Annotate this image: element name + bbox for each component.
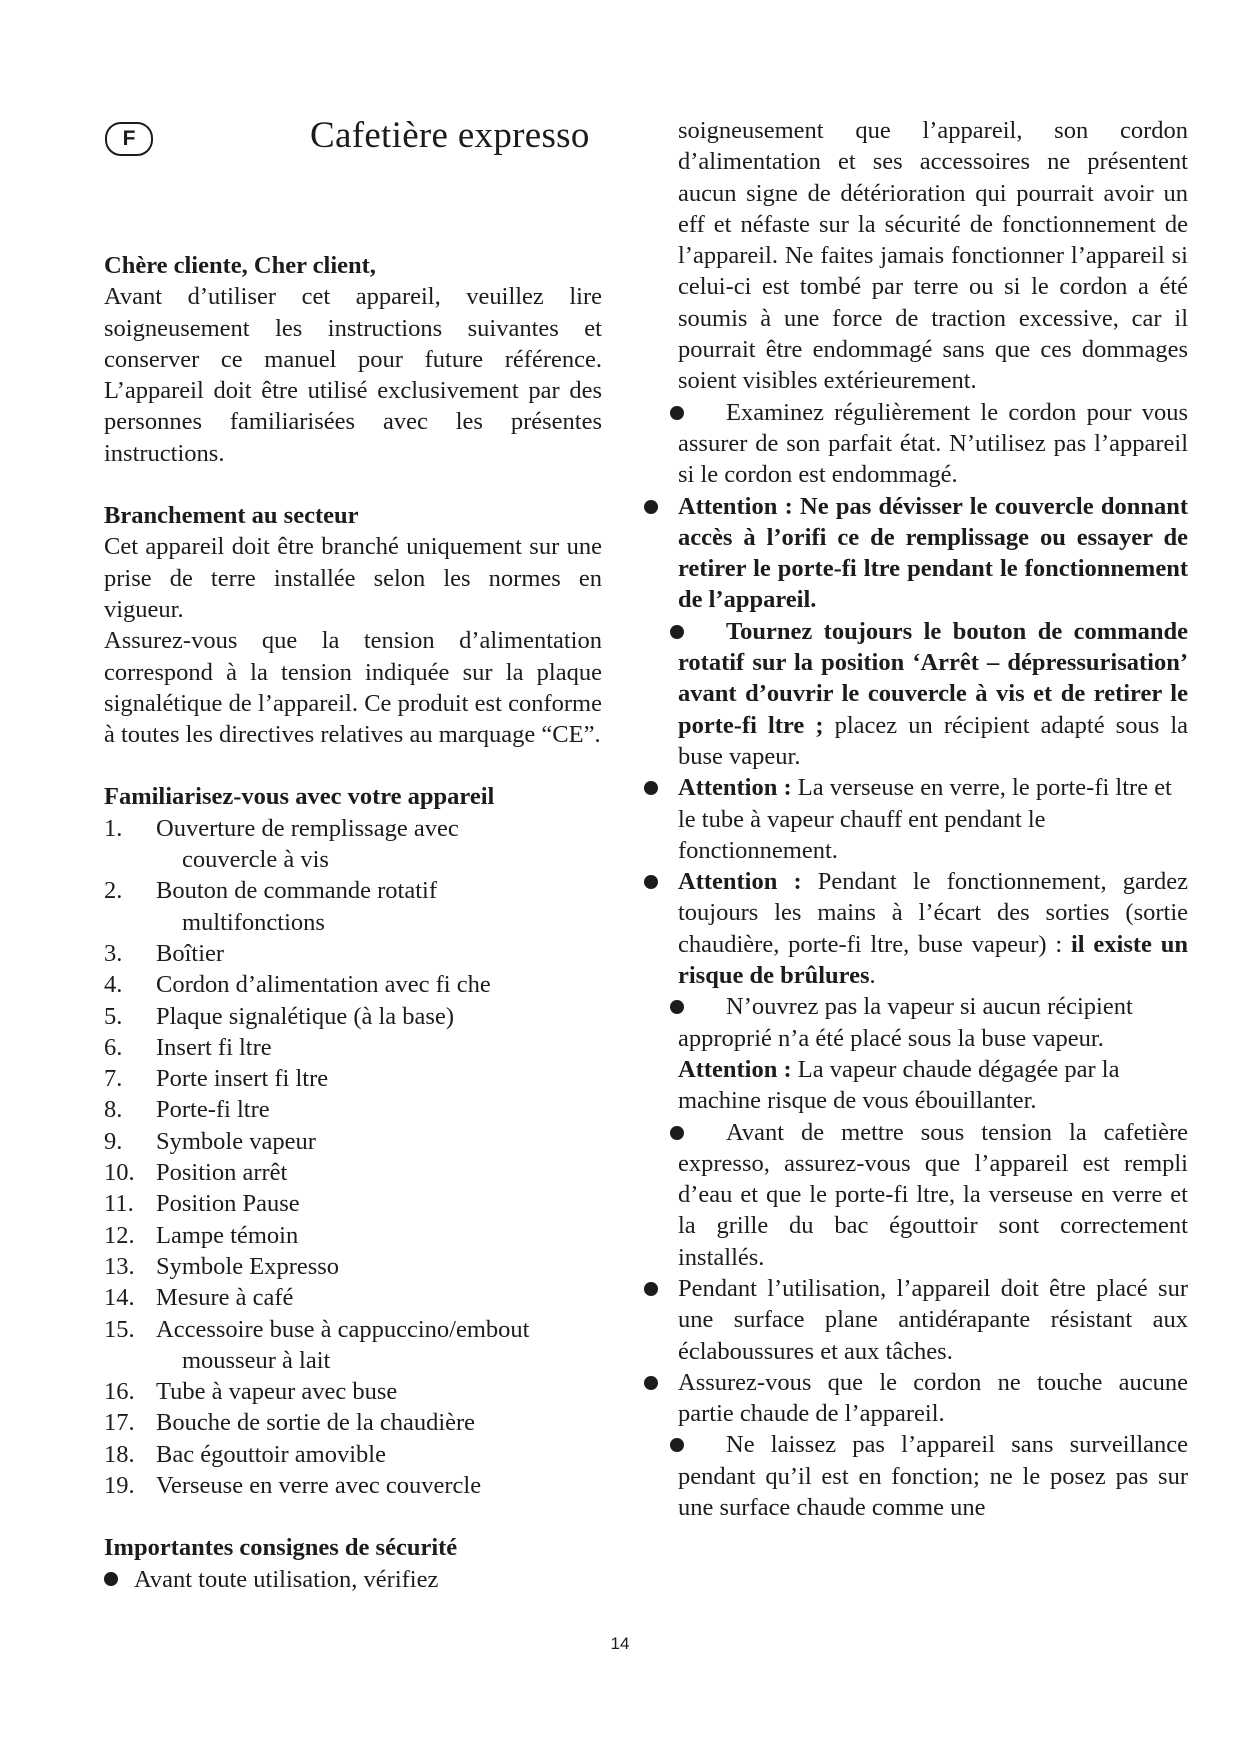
parts-item-number: 1. <box>104 814 123 842</box>
parts-item-label: Bouche de sortie de la chaudière <box>156 1409 476 1437</box>
bullet-icon <box>670 406 684 420</box>
parts-item-number: 8. <box>104 1096 123 1124</box>
safety-bullet-10: Assurez-vous que le cordon ne touche aucune partie chaude de l’appareil. <box>678 1367 1188 1430</box>
parts-item-number: 14. <box>104 1284 135 1312</box>
parts-list-item <box>104 938 602 969</box>
parts-item-label: Symbole Expresso <box>156 1252 340 1280</box>
parts-item-label: Bac égouttoir amovible <box>156 1440 386 1468</box>
parts-item-number: 3. <box>104 939 123 967</box>
parts-list-item <box>104 1439 602 1470</box>
bullet-icon <box>644 875 658 889</box>
parts-item-number: 19. <box>104 1471 135 1499</box>
safety-bullet-6: Attention : Pendant le fonctionnement, gardez toujours les mains à l’écart des sorties (sortie chaudière, porte-fi ltre, buse vapeur) : il existe un risque de brûlures. <box>678 866 1188 991</box>
parts-list-item <box>104 1470 602 1501</box>
language-badge: F <box>105 122 153 156</box>
parts-item-number: 2. <box>104 877 123 905</box>
parts-item-label: Position arrêt <box>156 1159 288 1187</box>
safety-heading: Importantes consignes de sécurité <box>104 1534 458 1562</box>
safety-bullet-11: Ne laissez pas l’appareil sans surveillance pendant qu’il est en fonction; ne le posez pas sur une surface chaude comme une <box>678 1429 1188 1523</box>
bullet-icon <box>670 1126 684 1140</box>
parts-item-label: Accessoire buse à cappuccino/embout <box>156 1315 530 1343</box>
page-title: Cafetière expresso <box>310 115 590 156</box>
safety-bullet-5: Attention : La verseuse en verre, le porte-fi ltre et le tube à vapeur chauff ent pendant le fonctionnement. <box>678 772 1188 866</box>
page-number: 14 <box>610 1634 630 1653</box>
parts-item-label: Verseuse en verre avec couvercle <box>156 1471 482 1499</box>
parts-list-item <box>104 813 602 876</box>
parts-item-number: 10. <box>104 1159 135 1187</box>
parts-list-item <box>104 1001 602 1032</box>
bullet-icon <box>670 1000 684 1014</box>
parts-item-number: 11. <box>104 1190 134 1218</box>
mains-paragraph-1: Cet appareil doit être branché uniquement sur une prise de terre installée selon les normes en vigueur. <box>104 533 602 623</box>
parts-item-label: Porte-fi ltre <box>156 1096 270 1124</box>
safety-bullet-7-attention: Attention : La vapeur chaude dégagée par la machine risque de vous ébouillanter. <box>678 1055 1120 1115</box>
safety-bullet-1-cont: soigneusement que l’appareil, son cordon d’alimentation et ses accessoires ne présentent aucun signe de détérioration qui pourrait avoir un eff et néfaste sur la sécurité de fonctionnement de l’appareil. Ne faites jamais fonctionner l’appareil si celui-ci est tombé par terre ou si le cordon a été soumis à une force de traction excessive, car il pourrait être endommagé sans que ces dommages soient visibles extérieurement. <box>678 117 1188 395</box>
right-column <box>678 115 1188 1523</box>
parts-item-label: Porte insert fi ltre <box>156 1065 329 1093</box>
safety-bullet-1-start: Avant toute utilisation, vérifiez <box>104 1564 602 1595</box>
parts-heading: Familiarisez-vous avec votre appareil <box>104 783 495 811</box>
parts-item-number: 13. <box>104 1252 135 1280</box>
safety-bullet-3: Attention : Ne pas dévisser le couvercle donnant accès à l’orifi ce de remplissage ou essayer de retirer le porte-fi ltre pendant le fonctionnement de l’appareil. <box>678 491 1188 616</box>
safety-bullet-8: Avant de mettre sous tension la cafetière expresso, assurez-vous que l’appareil est rempli d’eau et que le porte-fi ltre, la verseuse en verre et la grille du bac égouttoir sont correctement installés. <box>678 1117 1188 1273</box>
parts-list-item <box>104 1063 602 1094</box>
safety-bullet-4: Tournez toujours le bouton de commande rotatif sur la position ‘Arrêt – dépressurisation’ avant d’ouvrir le couvercle à vis et de retirer le porte-fi ltre ; placez un récipient adapté sous la buse vapeur. <box>678 616 1188 772</box>
intro-heading: Chère cliente, Cher client, <box>104 252 376 279</box>
parts-item-label: Symbole vapeur <box>156 1127 316 1155</box>
parts-item-label: Boîtier <box>156 939 225 967</box>
parts-item-number: 18. <box>104 1440 135 1468</box>
parts-item-label: Bouton de commande rotatif <box>156 877 437 905</box>
parts-item-label: Position Pause <box>156 1190 300 1218</box>
parts-item-number: 7. <box>104 1065 123 1093</box>
parts-list-item <box>104 1220 602 1251</box>
parts-item-number: 12. <box>104 1221 135 1249</box>
parts-item-number: 17. <box>104 1409 135 1437</box>
bullet-icon <box>670 1438 684 1452</box>
bullet-icon <box>644 1282 658 1296</box>
parts-item-label: Lampe témoin <box>156 1221 299 1249</box>
parts-list-item <box>104 1407 602 1438</box>
parts-item-number: 16. <box>104 1378 135 1406</box>
parts-list-item <box>104 1314 602 1377</box>
mains-paragraph-2: Assurez-vous que la tension d’alimentation correspond à la tension indiquée sur la plaque signalétique de l’appareil. Ce produit est conforme à toutes les directives relatives au marquage “CE”. <box>104 627 602 749</box>
parts-list-item <box>104 1251 602 1282</box>
parts-item-number: 4. <box>104 971 123 999</box>
parts-item-number: 9. <box>104 1127 123 1155</box>
parts-list-item <box>104 875 602 938</box>
parts-item-continuation: multifonctions <box>182 908 325 936</box>
parts-list-item <box>104 1376 602 1407</box>
parts-item-label: Cordon d’alimentation avec fi che <box>156 971 491 999</box>
parts-list-item <box>104 969 602 1000</box>
left-column <box>104 250 602 1595</box>
safety-bullet-9: Pendant l’utilisation, l’appareil doit être placé sur une surface plane antidérapante résistant aux éclaboussures et aux tâches. <box>678 1273 1188 1367</box>
bullet-icon <box>644 500 658 514</box>
parts-item-continuation: couvercle à vis <box>182 846 329 874</box>
parts-list-item <box>104 1188 602 1219</box>
safety-bullet-7: N’ouvrez pas la vapeur si aucun récipient approprié n’a été placé sous la buse vapeur. Attention : La vapeur chaude dégagée par la machine risque de vous ébouillanter. <box>678 991 1188 1116</box>
parts-item-number: 15. <box>104 1315 135 1343</box>
parts-item-label: Plaque signalétique (à la base) <box>156 1002 454 1030</box>
parts-list-item <box>104 1126 602 1157</box>
bullet-icon <box>644 1376 658 1390</box>
parts-item-number: 6. <box>104 1033 123 1061</box>
parts-item-label: Ouverture de remplissage avec <box>156 814 459 842</box>
bullet-icon <box>670 625 684 639</box>
parts-list-item <box>104 1032 602 1063</box>
bullet-icon <box>644 781 658 795</box>
parts-item-number: 5. <box>104 1002 123 1030</box>
parts-item-label: Insert fi ltre <box>156 1033 272 1061</box>
bullet-icon <box>104 1572 118 1586</box>
parts-list-item <box>104 1094 602 1125</box>
parts-list-item <box>104 1157 602 1188</box>
parts-item-label: Tube à vapeur avec buse <box>156 1378 398 1406</box>
parts-item-label: Mesure à café <box>156 1284 294 1312</box>
safety-bullet-2: Examinez régulièrement le cordon pour vous assurer de son parfait état. N’utilisez pas l’appareil si le cordon est endommagé. <box>678 397 1188 491</box>
mains-heading: Branchement au secteur <box>104 502 359 530</box>
parts-list-item <box>104 1282 602 1313</box>
parts-item-continuation: mousseur à lait <box>182 1346 331 1374</box>
parts-list <box>104 813 602 1502</box>
intro-text: Avant d’utiliser cet appareil, veuillez lire soigneusement les instructions suivantes et conserver ce manuel pour future référence. L’appareil doit être utilisé exclusivement par des personnes familiarisées avec les présentes instructions. <box>104 283 602 467</box>
